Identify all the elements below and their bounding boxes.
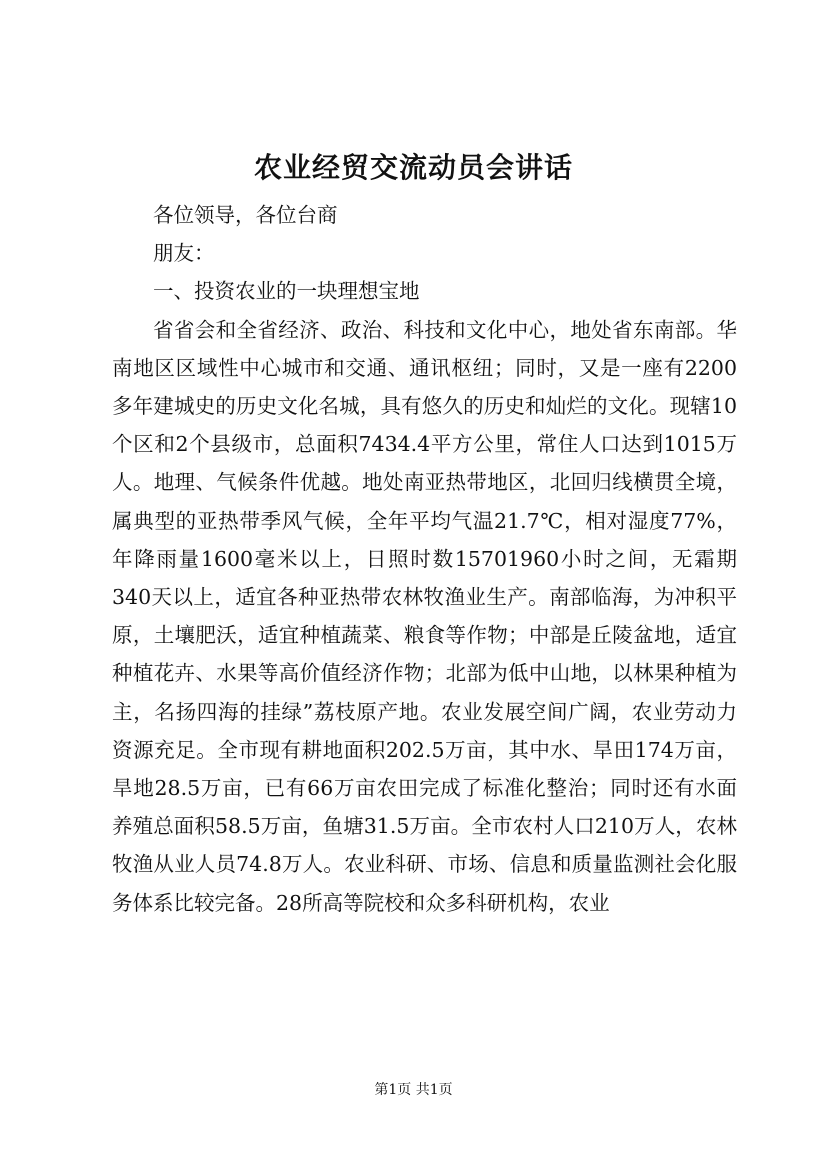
document-body <box>112 196 737 922</box>
section-heading: 一、投资农业的一块理想宝地 <box>153 279 420 304</box>
body-paragraph: 省省会和全省经济、政治、科技和文化中心，地处省东南部。华南地区区域性中心城市和交通、通讯枢纽；同时，又是一座有2200多年建城史的历史文化名城，具有悠久的历史和灿烂的文化。现辖10个区和2个县级市，总面积7434.4平方公里，常住人口达到1015万人。地理、气候条件优越。地处南亚热带地区，北回归线横贯全境，属典型的亚热带季风气候，全年平均气温21.7℃，相对湿度77%，年降雨量1600毫米以上，日照时数15701960小时之间，无霜期340天以上，适宜各种亚热带农林牧渔业生产。南部临海，为冲积平原，土壤肥沃，适宜种植蔬菜、粮食等作物；中部是丘陵盆地，适宜种植花卉、水果等高价值经济作物；北部为低中山地，以林果种植为主，名扬四海的挂绿”荔枝原产地。农业发展空间广阔，农业劳动力资源充足。全市现有耕地面积202.5万亩，其中水、旱田174万亩，旱地28.5万亩，已有66万亩农田完成了标准化整治；同时还有水面养殖总面积58.5万亩，鱼塘31.5万亩。全市农村人口210万人，农林牧渔从业人员74.8万人。农业科研、市场、信息和质量监测社会化服务体系比较完备。28所高等院校和众多科研机构，农业 <box>112 317 737 915</box>
page-footer: 第1页 共1页 <box>374 1082 453 1098</box>
document-title: 农业经贸交流动员会讲话 <box>253 151 573 184</box>
salutation-line-1: 各位领导，各位台商 <box>153 203 338 227</box>
salutation-line-2: 朋友： <box>153 241 215 266</box>
